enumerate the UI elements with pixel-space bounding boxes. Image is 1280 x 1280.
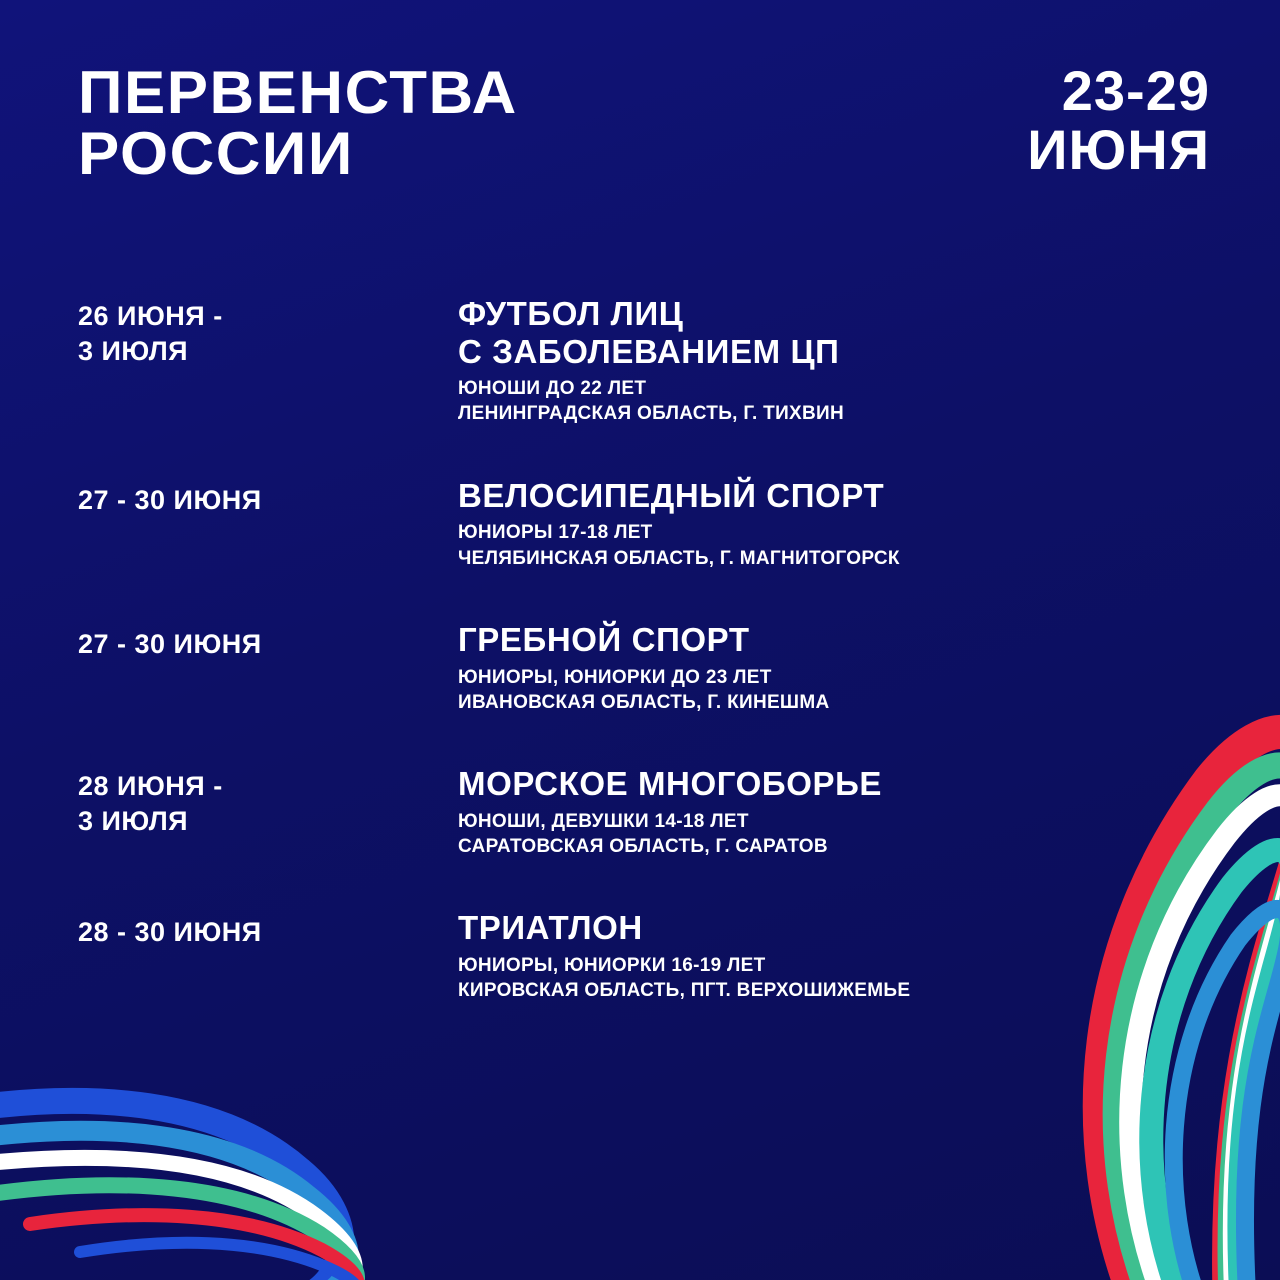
event-sport [458, 477, 1210, 515]
event-meta [458, 376, 1210, 427]
list-item [78, 621, 1210, 715]
list-item [78, 295, 1210, 427]
poster-header [78, 59, 1210, 188]
event-list [78, 295, 1210, 1003]
list-item [78, 477, 1210, 571]
event-meta [458, 809, 1210, 860]
event-location: ЛЕНИНГРАДСКАЯ ОБЛАСТЬ, Г. ТИХВИН [458, 403, 845, 425]
event-body [458, 765, 1210, 859]
ribbon-decoration-left [0, 980, 490, 1280]
event-category: ЮНИОРЫ 17-18 ЛЕТ [458, 522, 653, 544]
event-sport-line-2: С ЗАБОЛЕВАНИЕМ ЦП [458, 332, 840, 370]
event-date-line-2: 3 ИЮЛЯ [78, 335, 189, 366]
event-location: САРАТОВСКАЯ ОБЛАСТЬ, Г. САРАТОВ [458, 835, 828, 857]
page-title-line-2: РОССИИ [78, 120, 354, 188]
list-item [78, 909, 1210, 1003]
event-category: ЮНИОРЫ, ЮНИОРКИ ДО 23 ЛЕТ [458, 666, 772, 688]
event-body [458, 477, 1210, 571]
event-date [78, 295, 458, 368]
page-title-line-1: ПЕРВЕНСТВА [78, 59, 518, 126]
event-sport [458, 909, 1210, 947]
event-date [78, 621, 458, 662]
date-range-month: ИЮНЯ [1027, 117, 1210, 181]
event-body [458, 909, 1210, 1003]
event-date [78, 477, 458, 518]
event-location: КИРОВСКАЯ ОБЛАСТЬ, ПГТ. ВЕРХОШИЖЕМЬЕ [458, 980, 911, 1002]
event-date-line-1: 28 ИЮНЯ - [78, 771, 223, 802]
event-sport-line-1: ВЕЛОСИПЕДНЫЙ СПОРТ [458, 476, 885, 514]
event-sport [458, 765, 1210, 803]
event-sport-line-1: ГРЕБНОЙ СПОРТ [458, 620, 750, 658]
event-meta [458, 665, 1210, 716]
event-meta [458, 520, 1210, 571]
event-sport [458, 295, 1210, 370]
event-date-line-1: 27 - 30 ИЮНЯ [78, 484, 262, 515]
event-body [458, 295, 1210, 427]
event-date-line-1: 27 - 30 ИЮНЯ [78, 628, 262, 659]
event-date [78, 909, 458, 950]
event-sport-line-1: МОРСКОЕ МНОГОБОРЬЕ [458, 765, 883, 803]
event-sport-line-1: ТРИАТЛОН [458, 909, 643, 947]
date-range [1027, 59, 1210, 181]
event-date [78, 765, 458, 838]
event-sport-line-1: ФУТБОЛ ЛИЦ [458, 295, 684, 332]
event-body [458, 621, 1210, 715]
event-date-line-2: 3 ИЮЛЯ [78, 805, 189, 836]
event-date-line-1: 28 - 30 ИЮНЯ [78, 917, 262, 948]
event-category: ЮНОШИ ДО 22 ЛЕТ [458, 378, 647, 400]
event-sport [458, 621, 1210, 659]
event-location: ЧЕЛЯБИНСКАЯ ОБЛАСТЬ, Г. МАГНИТОГОРСК [458, 547, 900, 569]
list-item [78, 765, 1210, 859]
event-date-line-1: 26 ИЮНЯ - [78, 301, 223, 331]
event-location: ИВАНОВСКАЯ ОБЛАСТЬ, Г. КИНЕШМА [458, 691, 830, 713]
event-category: ЮНИОРЫ, ЮНИОРКИ 16-19 ЛЕТ [458, 954, 766, 976]
date-range-days: 23-29 [1061, 59, 1210, 122]
page-title [78, 59, 518, 188]
event-meta [458, 953, 1210, 1004]
event-category: ЮНОШИ, ДЕВУШКИ 14-18 ЛЕТ [458, 810, 749, 832]
